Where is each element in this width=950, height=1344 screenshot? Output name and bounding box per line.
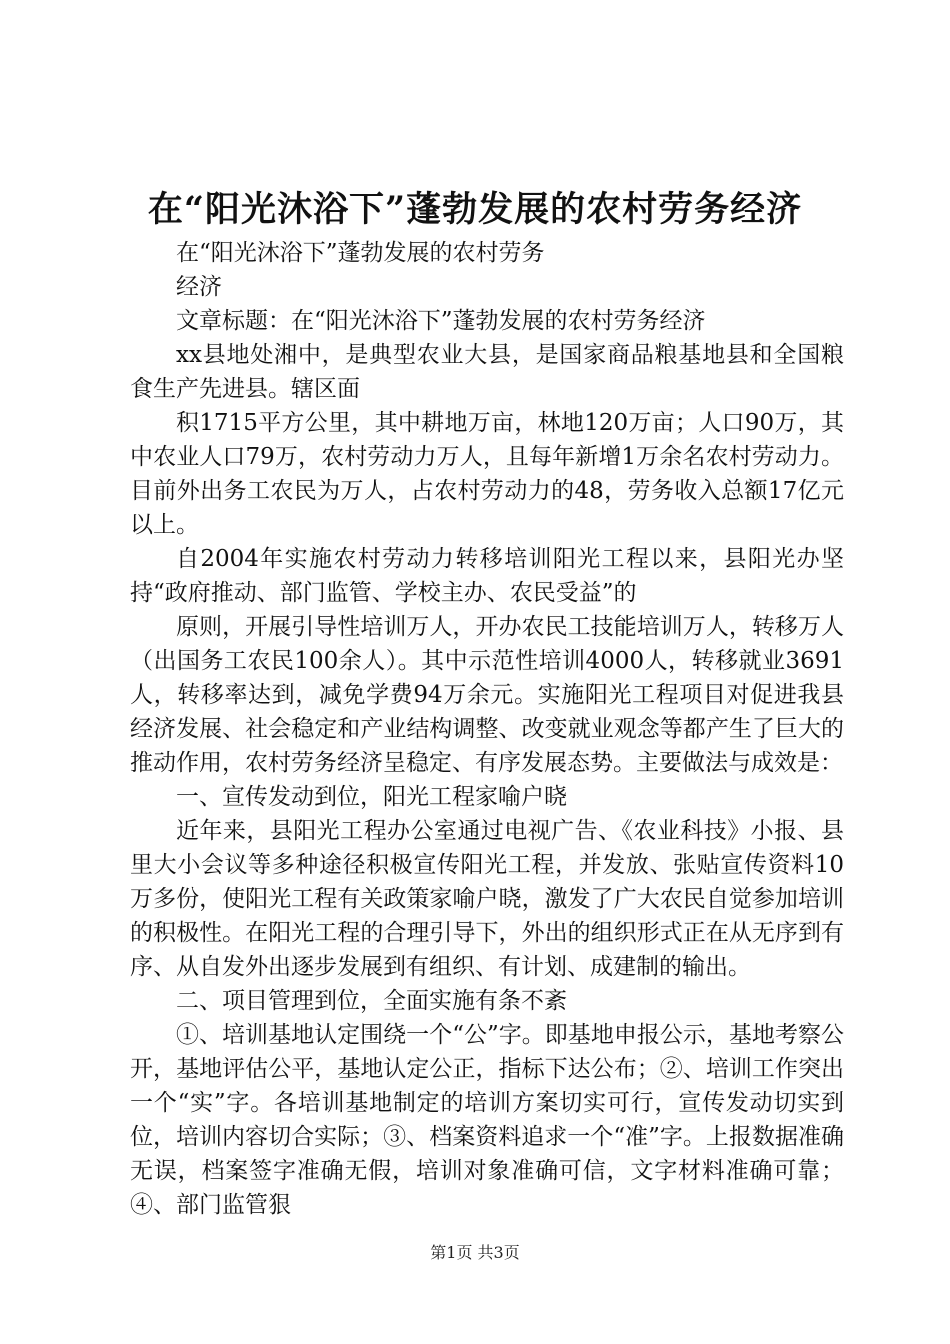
paragraph: 在“阳光沐浴下”蓬勃发展的农村劳务 bbox=[176, 240, 545, 266]
paragraph: xx县地处湘中，是典型农业大县，是国家商品粮基地县和全国粮食生产先进县。辖区面 bbox=[130, 342, 844, 402]
section-heading: 二、项目管理到位，全面实施有条不紊 bbox=[176, 988, 567, 1014]
section-heading: 一、宣传发动到位，阳光工程家喻户晓 bbox=[176, 784, 567, 810]
paragraph: 经济 bbox=[176, 274, 222, 300]
paragraph: 积1715平方公里，其中耕地万亩，林地120万亩；人口90万，其中农业人口79万，农村劳动力万人，且每年新增1万余名农村劳动力。目前外出务工农民为万人，占农村劳动力的48，劳务收入总额17亿元以上。 bbox=[130, 410, 844, 538]
page-footer: 第1页 共3页 bbox=[430, 1243, 520, 1262]
paragraph: ①、培训基地认定围绕一个“公”字。即基地申报公示，基地考察公开，基地评估公平，基地认定公正，指标下达公布；②、培训工作突出一个“实”字。各培训基地制定的培训方案切实可行，宣传发动切实到位，培训内容切合实际；③、档案资料追求一个“准”字。上报数据准确无误，档案签字准确无假，培训对象准确可信，文字材料准确可靠；④、部门监管狠 bbox=[130, 1022, 844, 1218]
paragraph: 文章标题：在“阳光沐浴下”蓬勃发展的农村劳务经济 bbox=[176, 308, 706, 334]
document-title: 在“阳光沐浴下”蓬勃发展的农村劳务经济 bbox=[147, 189, 803, 230]
paragraph: 近年来，县阳光工程办公室通过电视广告、《农业科技》小报、县里大小会议等多种途径积极宣传阳光工程，并发放、张贴宣传资料10万多份，使阳光工程有关政策家喻户晓，激发了广大农民自觉参加培训的积极性。在阳光工程的合理引导下，外出的组织形式正在从无序到有序、从自发外出逐步发展到有组织、有计划、成建制的输出。 bbox=[130, 818, 844, 980]
paragraph: 自2004年实施农村劳动力转移培训阳光工程以来，县阳光办坚持“政府推动、部门监管、学校主办、农民受益”的 bbox=[130, 546, 844, 606]
paragraph: 原则，开展引导性培训万人，开办农民工技能培训万人，转移万人（出国务工农民100余人）。其中示范性培训4000人，转移就业3691人，转移率达到，减免学费94万余元。实施阳光工程项目对促进我县经济发展、社会稳定和产业结构调整、改变就业观念等都产生了巨大的推动作用，农村劳务经济呈稳定、有序发展态势。主要做法与成效是： bbox=[130, 614, 844, 776]
document-body bbox=[130, 236, 844, 1222]
